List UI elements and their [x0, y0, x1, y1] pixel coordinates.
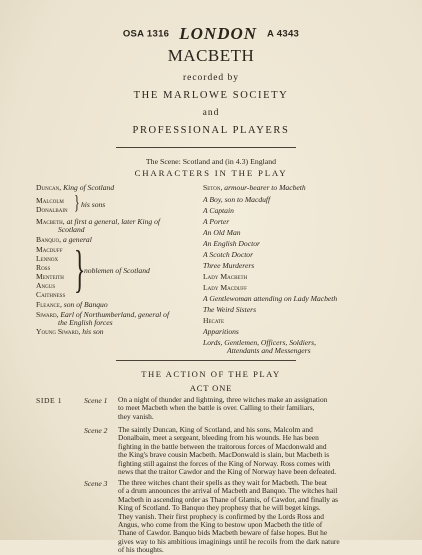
cast-captain: A Captain	[203, 206, 234, 215]
cast-young-siward: Young Siward, his son	[36, 327, 104, 336]
divider	[116, 147, 296, 148]
cast-menteith: Menteith	[36, 272, 64, 281]
divider-2	[116, 360, 296, 361]
cast-porter: A Porter	[203, 217, 230, 226]
scene-note: The Scene: Scotland and (in 4.3) England	[145, 157, 277, 166]
cast-malcolm: Malcolm	[36, 196, 64, 205]
act-one-heading: ACT ONE	[189, 383, 233, 393]
cast-siward-role2: the English forces	[58, 318, 113, 327]
characters-heading: CHARACTERS IN THE PLAY	[134, 168, 288, 178]
catalog-code-right: A 4343	[267, 28, 300, 40]
cast-lords: Lords, Gentlemen, Officers, Soldiers,	[203, 338, 316, 347]
cast-english-doctor: An English Doctor	[203, 239, 260, 248]
cast-macduff: Macduff	[36, 245, 63, 254]
cast-macbeth-role2: Scotland	[58, 225, 85, 234]
label-logo: LONDON	[179, 24, 258, 43]
catalog-code-left: OSA 1316	[122, 28, 170, 40]
cast-lady-macbeth: Lady Macbeth	[203, 272, 248, 281]
cast-lady-macduff: Lady Macduff	[203, 283, 247, 292]
cast-duncan: Duncan, King of Scotland	[36, 183, 115, 192]
cast-boy: A Boy, son to Macduff	[203, 195, 271, 204]
society-name: THE MARLOWE SOCIETY	[133, 90, 289, 101]
cast-apparitions: Apparitions	[203, 327, 239, 336]
cast-scotch-doctor: A Scotch Doctor	[203, 250, 254, 259]
scene-3-text: The three witches chant their spells as they wait for Macbeth. The beat of a drum announces the arrival of Macbeth and Banquo. The witches hail Macbeth in ascending order as Thane of Glamis, of Cawdor, and finally as King of Scotland. To Banquo they prophesy that he will beget kings. They vanish. Their first prophecy is confirmed by the Lords Ross and Angus, who come from the King to bestow upon Macbeth the title of Thane of Cawdor. Banquo bids Macbeth beware of false hopes. But he gives way to his ambitious imaginings until he recoils from the dark nature of his thoughts.	[118, 478, 340, 555]
cast-donalbain: Donalbain	[36, 205, 68, 214]
cast-ross: Ross	[36, 263, 51, 272]
recorded-by: recorded by	[182, 73, 240, 83]
cast-siward: Siward, Earl of Northumberland, general of	[36, 310, 170, 319]
cast-lennox: Lennox	[36, 254, 59, 263]
scene-2-text: The saintly Duncan, King of Scotland, and his sons, Malcolm and Donalbain, meet a sergeant, bleeding from his wounds. He has been fighting in the battle between the traitorous forces of Macdonwald and the King's brave cousin Macbeth. MacDonwald is slain, but Macbeth is fighting still against the forces of the King of Norway. Ross comes with news that the traitor Cawdor and the King of Norway have been defeated.	[118, 425, 337, 477]
cast-weird-sisters: The Weird Sisters	[203, 305, 257, 314]
cast-noblemen-label: noblemen of Scotland	[84, 266, 150, 275]
cast-gentlewoman: A Gentlewoman attending on Lady Macbeth	[203, 294, 338, 303]
and-text: and	[202, 108, 220, 118]
scene-3-label: Scene 3	[84, 479, 108, 488]
cast-macbeth: Macbeth, at first a general, later King of	[36, 217, 161, 226]
scene-2-label: Scene 2	[84, 426, 108, 435]
cast-angus: Angus	[36, 281, 56, 290]
cast-caithness: Caithness	[36, 290, 66, 299]
action-heading: THE ACTION OF THE PLAY	[141, 369, 281, 379]
brace-sons: }	[74, 192, 80, 214]
page-title: MACBETH	[167, 46, 255, 65]
cast-seton: Seton, armour-bearer to Macbeth	[203, 183, 306, 192]
record-header	[0, 24, 422, 44]
brace-noblemen: }	[74, 241, 86, 298]
scene-1-label: Scene 1	[84, 396, 108, 405]
cast-hecate: Hecate	[203, 316, 225, 325]
cast-lords-2: Attendants and Messengers	[227, 346, 311, 355]
cast-sons-label: his sons	[81, 200, 106, 209]
cast-murderers: Three Murderers	[203, 261, 255, 270]
players-name: PROFESSIONAL PLAYERS	[132, 125, 290, 136]
cast-old-man: An Old Man	[203, 228, 241, 237]
cast-banquo: Banquo, a general	[36, 235, 92, 244]
scene-1-text: On a night of thunder and lightning, three witches make an assignation to meet Macbeth when the battle is over. Calling to their familiars, they vanish.	[118, 395, 328, 421]
side-label: SIDE 1	[36, 396, 63, 405]
cast-fleance: Fleance, son of Banquo	[36, 300, 108, 309]
